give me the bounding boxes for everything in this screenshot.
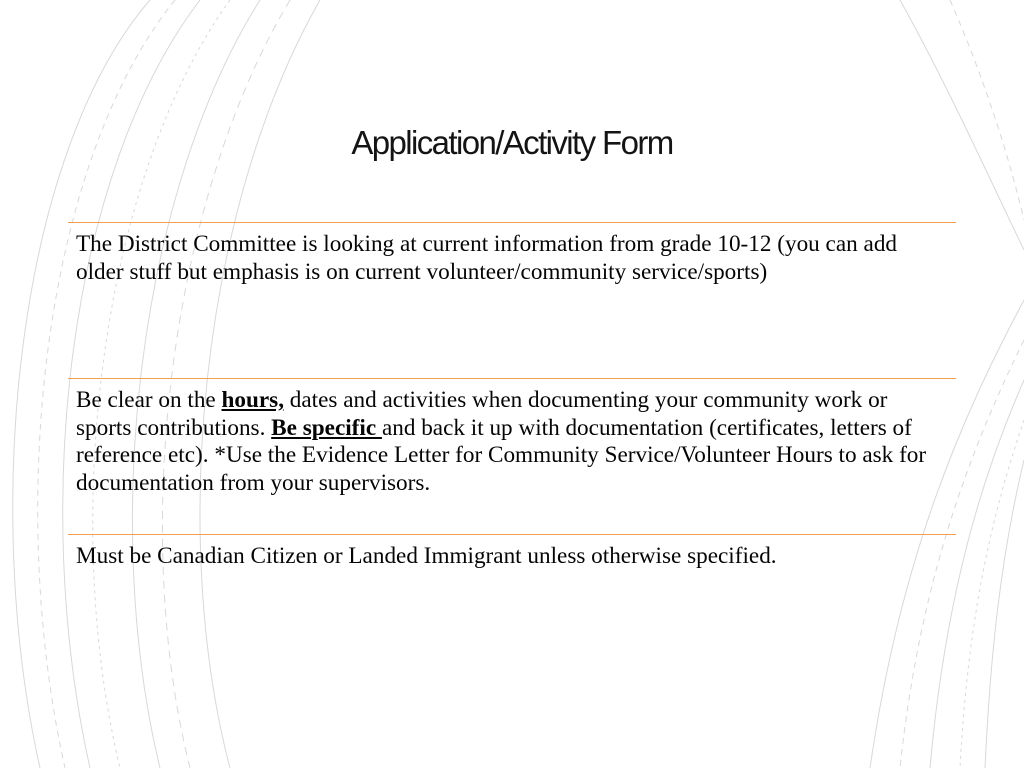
paragraph-text: dates and activities when documenting your community work or sports contributions. <box>76 387 888 441</box>
paragraph-documentation <box>76 387 946 497</box>
be-specific-emphasis: Be specific <box>271 414 382 441</box>
divider-top <box>68 222 956 223</box>
divider-middle <box>68 378 956 379</box>
paragraph-text: and back it up with documentation (certificates, letters of reference etc). *Use the Evidence Letter for Community Service/Volunteer Hours to ask for documentation from your supervisors. <box>76 414 927 496</box>
hours-emphasis: hours, <box>221 387 284 413</box>
divider-bottom <box>68 534 956 535</box>
slide-title: Application/Activity Form <box>351 124 673 161</box>
paragraph-citizenship: Must be Canadian Citizen or Landed Immigrant unless otherwise specified. <box>76 543 777 569</box>
paragraph-text: Be clear on the <box>76 387 222 413</box>
paragraph-grade-info: The District Committee is looking at current information from grade 10-12 (you can add older stuff but emphasis is on current volunteer/community service/sports) <box>76 231 898 285</box>
